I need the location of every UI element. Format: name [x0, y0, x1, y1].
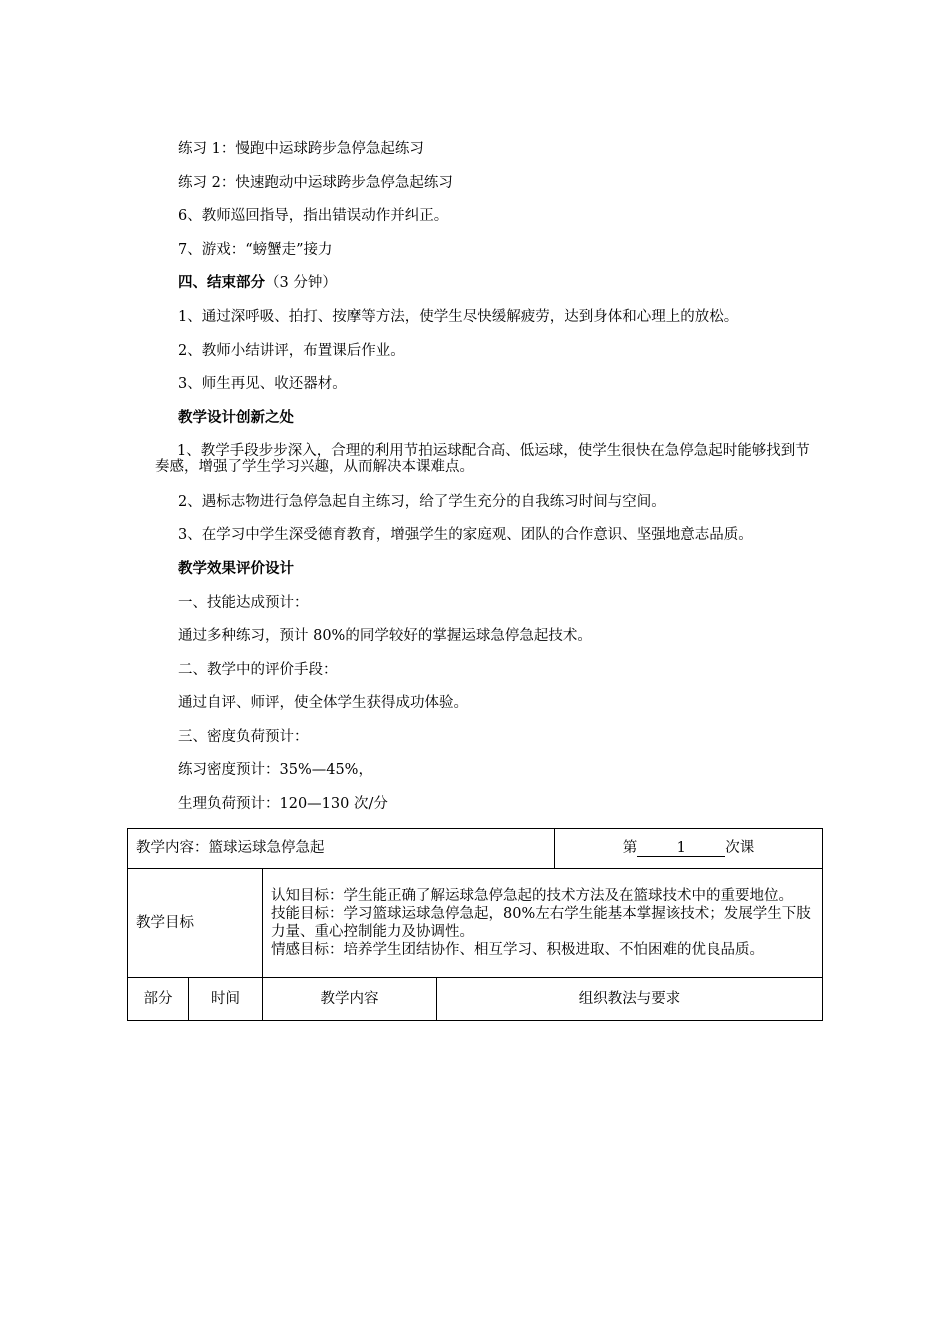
lesson-number-prefix: 第: [622, 840, 638, 856]
evaluation-line-7: 生理负荷预计：120—130 次/分: [178, 796, 388, 812]
table-row: [128, 869, 823, 978]
lesson-number-suffix: 次课: [725, 840, 755, 856]
header-content: 教学内容: [263, 978, 437, 1021]
table-row: [128, 829, 823, 869]
lesson-number: 1: [637, 840, 725, 857]
innovation-item-1: 1、教学手段步步深入，合理的利用节拍运球配合高、低运球，使学生很快在急停急起时能够找到节奏感，增强了学生学习兴趣，从而解决本课难点。: [155, 443, 810, 475]
practice-2-line: 练习 2：快速跑动中运球跨步急停急起练习: [178, 175, 453, 191]
lesson-plan-table: [127, 828, 823, 1021]
innovation-heading: 教学设计创新之处: [178, 410, 294, 426]
header-method: 组织教法与要求: [437, 978, 823, 1021]
end-item-1: 1、通过深呼吸、拍打、按摩等方法，使学生尽快缓解疲劳，达到身体和心理上的放松。: [178, 309, 739, 325]
objectives-cell: [263, 869, 823, 978]
table-row: [128, 978, 823, 1021]
teacher-guidance-line: 6、教师巡回指导，指出错误动作并纠正。: [178, 208, 449, 224]
objective-skill: 技能目标：学习篮球运球急停急起，80%左右学生能基本掌握该技术；发展学生下肢力量、重心控制能力及协调性。: [271, 906, 811, 940]
header-time: 时间: [189, 978, 263, 1021]
innovation-item-2: 2、遇标志物进行急停急起自主练习，给了学生充分的自我练习时间与空间。: [178, 494, 666, 510]
evaluation-line-2: 通过多种练习，预计 80%的同学较好的掌握运球急停急起技术。: [178, 628, 592, 644]
evaluation-line-3: 二、教学中的评价手段：: [178, 662, 338, 678]
evaluation-line-4: 通过自评、师评，使全体学生获得成功体验。: [178, 695, 468, 711]
end-section-duration: （3 分钟）: [265, 275, 337, 291]
practice-1-line: 练习 1：慢跑中运球跨步急停急起练习: [178, 141, 424, 157]
evaluation-heading: 教学效果评价设计: [178, 561, 294, 577]
innovation-item-3: 3、在学习中学生深受德育教育，增强学生的家庭观、团队的合作意识、坚强地意志品质。: [178, 527, 753, 543]
evaluation-line-5: 三、密度负荷预计：: [178, 729, 309, 745]
end-section-heading: [178, 274, 337, 292]
objective-emotional: 情感目标：培养学生团结协作、相互学习、积极进取、不怕困难的优良品质。: [271, 942, 764, 958]
lesson-number-cell: [555, 829, 823, 869]
end-item-2: 2、教师小结讲评，布置课后作业。: [178, 343, 405, 359]
evaluation-line-6: 练习密度预计：35%—45%，: [178, 762, 373, 778]
objectives-label: 教学目标: [128, 869, 263, 978]
lesson-content-cell: 教学内容：篮球运球急停急起: [128, 829, 555, 869]
game-line: 7、游戏：“螃蟹走”接力: [178, 242, 333, 258]
objective-cognitive: 认知目标：学生能正确了解运球急停急起的技术方法及在篮球技术中的重要地位。: [271, 888, 793, 904]
header-part: 部分: [128, 978, 189, 1021]
evaluation-line-1: 一、技能达成预计：: [178, 595, 309, 611]
end-section-title: 四、结束部分: [178, 275, 265, 291]
end-item-3: 3、师生再见、收还器材。: [178, 376, 347, 392]
